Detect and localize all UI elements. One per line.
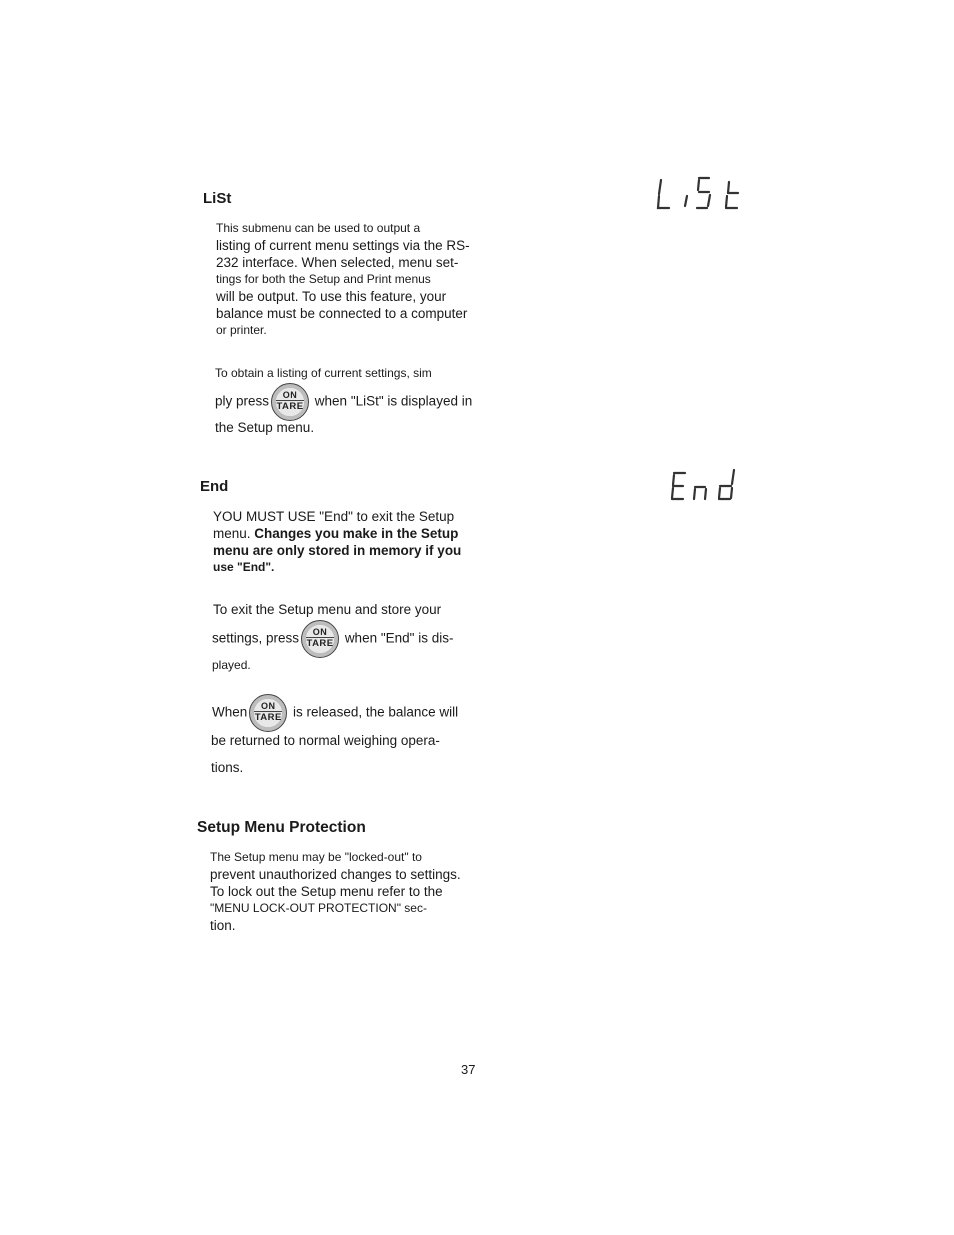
end-exit-line-3: played. [212, 658, 251, 672]
list-obtain-line-3: the Setup menu. [215, 420, 315, 435]
list-line-2: listing of current menu settings via the RS- [216, 238, 470, 253]
list-line-3: 232 interface. When selected, menu set- [216, 255, 459, 270]
end-warning-line-3: menu are only stored in memory if you [213, 543, 462, 558]
list-line-4: tings for both the Setup and Print menus [216, 272, 431, 286]
page-number: 37 [461, 1062, 476, 1077]
end-warning-line-2: menu. Changes you make in the Setup [213, 526, 459, 541]
protection-line-5: tion. [210, 918, 236, 933]
list-obtain-before: ply press [215, 393, 270, 409]
end-warning [213, 508, 475, 576]
list-heading: LiSt [203, 190, 232, 207]
end-heading: End [200, 478, 229, 495]
protection-line-3: To lock out the Setup menu refer to the [210, 884, 443, 899]
protection-line-4: "MENU LOCK-OUT PROTECTION" sec- [210, 901, 427, 915]
protection-line-2: prevent unauthorized changes to settings. [210, 867, 461, 882]
list-line-1: This submenu can be used to output a [216, 221, 421, 235]
protection-body [210, 849, 472, 934]
end-release-line-1 [212, 694, 458, 732]
end-warning-line-4: use "End". [213, 560, 275, 574]
end-display-graphic [670, 466, 750, 506]
on-tare-button-icon: ON TARE [249, 694, 287, 732]
end-warning-line-1: YOU MUST USE "End" to exit the Setup [213, 509, 455, 524]
end-release-before: When [212, 704, 248, 720]
end-exit-line-1: To exit the Setup menu and store your [213, 602, 442, 617]
list-line-6: balance must be connected to a computer [216, 306, 468, 321]
list-line-5: will be output. To use this feature, your [216, 289, 447, 304]
end-release-after: is released, the balance will [293, 704, 459, 720]
end-exit-before: settings, press [212, 630, 300, 646]
list-line-7: or printer. [216, 323, 267, 337]
list-obtain-after: when "LiSt" is displayed in [314, 393, 473, 409]
end-exit-after: when "End" is dis- [344, 630, 454, 646]
on-tare-button-icon: ON TARE [301, 620, 339, 658]
list-obtain-line-1: To obtain a listing of current settings, sim [215, 366, 432, 380]
protection-line-1: The Setup menu may be "locked-out" to [210, 850, 422, 864]
list-display-graphic [655, 172, 755, 212]
list-obtain-line-2 [215, 383, 472, 421]
end-release-line-2: be returned to normal weighing opera- [211, 733, 440, 748]
end-release-line-3: tions. [211, 760, 244, 775]
on-tare-button-icon: ON TARE [271, 383, 309, 421]
list-description [216, 220, 478, 339]
protection-heading: Setup Menu Protection [197, 819, 366, 836]
end-exit-line-2 [212, 620, 453, 658]
